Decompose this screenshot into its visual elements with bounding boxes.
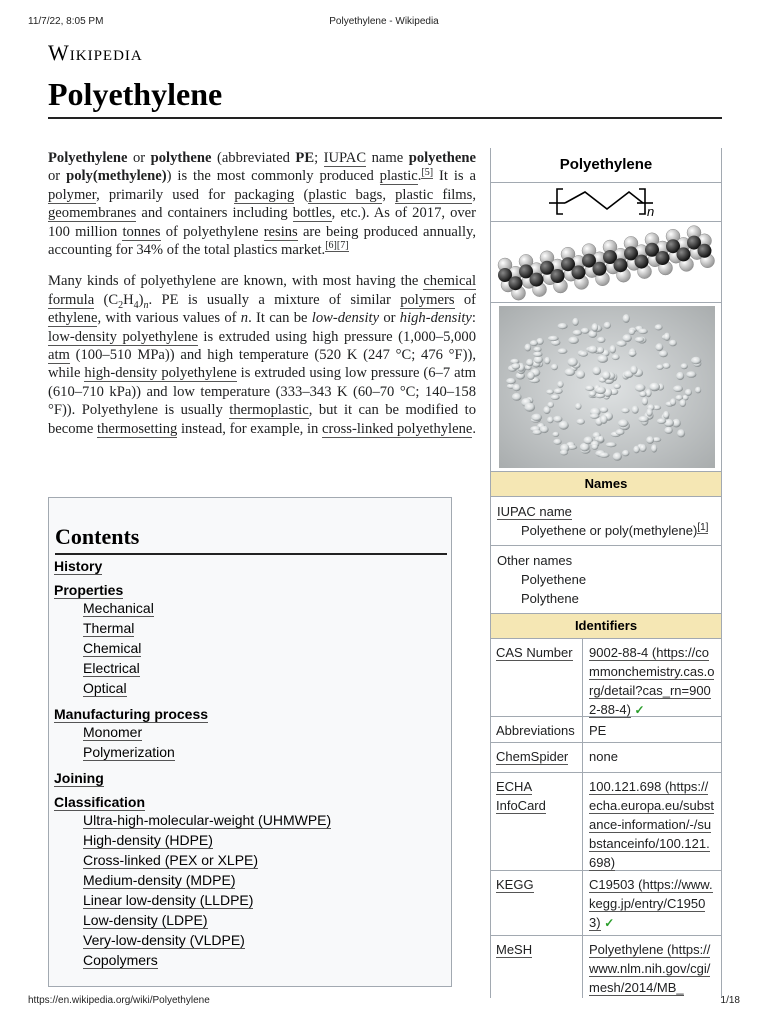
toc-item[interactable] bbox=[83, 892, 253, 908]
toc-item-label: Low-density (LDPE) bbox=[83, 912, 208, 928]
toc-item-label: High-density (HDPE) bbox=[83, 832, 213, 848]
bold-term: polythene bbox=[150, 150, 212, 166]
text: . bbox=[472, 420, 476, 437]
text: or bbox=[48, 168, 67, 185]
text: and containers including bbox=[136, 205, 293, 222]
text: name bbox=[366, 150, 409, 166]
echa-value-link[interactable]: 100.121.698 (https://echa.europa.eu/substance-information/-/substanceinfo/100.121.698) bbox=[589, 779, 715, 870]
toc-item[interactable] bbox=[54, 770, 104, 786]
citation-7[interactable]: [7] bbox=[336, 240, 349, 252]
page-title: Polyethylene bbox=[48, 76, 722, 119]
toc-item-label: Copolymers bbox=[83, 952, 158, 968]
link-ethylene[interactable]: ethylene bbox=[48, 310, 98, 327]
text: of polyethylene bbox=[160, 223, 264, 240]
toc-item-label: Medium-density (MDPE) bbox=[83, 872, 236, 888]
toc-item[interactable] bbox=[54, 706, 208, 722]
repeat-unit-formula-icon bbox=[491, 183, 721, 221]
identifiers-header: Identifiers bbox=[491, 614, 721, 639]
link-resins[interactable]: resins bbox=[263, 223, 298, 240]
link-bottles[interactable]: bottles bbox=[292, 205, 332, 222]
toc-item[interactable] bbox=[83, 660, 140, 676]
cas-number-link[interactable]: CAS Number bbox=[496, 645, 573, 660]
citation-5[interactable]: [5] bbox=[421, 166, 434, 178]
citation-6[interactable]: [6] bbox=[325, 240, 337, 252]
toc-item-label: Electrical bbox=[83, 660, 140, 676]
toc-item-label: Manufacturing process bbox=[54, 706, 209, 722]
text: instead, for example, in bbox=[177, 420, 322, 437]
chemspider-row bbox=[491, 743, 721, 773]
polyethylene-pellets-photo-icon bbox=[491, 303, 721, 471]
polymer-chain-model-icon bbox=[491, 222, 721, 302]
check-icon: ✓ bbox=[634, 703, 645, 717]
mesh-row bbox=[491, 936, 721, 998]
iupac-name-block bbox=[491, 497, 721, 546]
text: , bbox=[472, 186, 476, 203]
wikipedia-logo[interactable] bbox=[48, 40, 143, 66]
italic-text: high-density bbox=[399, 310, 472, 327]
text: or bbox=[127, 150, 151, 166]
echa-infocard-link[interactable]: ECHA InfoCard bbox=[496, 779, 546, 813]
text: ; bbox=[314, 150, 324, 166]
other-names-label: Other names bbox=[497, 553, 573, 568]
toc-item-label: Polymerization bbox=[83, 744, 175, 760]
italic-text: low-density bbox=[311, 310, 380, 327]
cas-value-link[interactable]: 9002-88-4 (https://commonchemistry.cas.org/detail?cas_rn=9002-88-4) bbox=[589, 645, 715, 717]
infobox bbox=[490, 148, 722, 998]
mesh-link[interactable]: MeSH bbox=[496, 942, 533, 957]
toc-item[interactable] bbox=[83, 812, 331, 828]
toc-item[interactable] bbox=[83, 600, 154, 616]
toc-item[interactable] bbox=[83, 952, 158, 968]
link-plastic-bags[interactable]: plastic bags bbox=[308, 186, 383, 203]
infobox-title: Polyethylene bbox=[559, 156, 653, 173]
text: , etc.). As of 2017, over 100 million bbox=[48, 205, 476, 240]
print-url: https://en.wikipedia.org/wiki/Polyethylene bbox=[28, 995, 210, 1006]
link-packaging[interactable]: packaging bbox=[234, 186, 295, 203]
toc-item-label: Classification bbox=[54, 794, 146, 810]
toc-item-label: Properties bbox=[54, 582, 124, 598]
cas-row bbox=[491, 639, 721, 717]
bold-term: polyethene bbox=[408, 150, 476, 166]
text: . PE is usually a mixture of similar bbox=[148, 291, 401, 308]
toc-item[interactable] bbox=[83, 912, 208, 928]
link-thermosetting[interactable]: thermosetting bbox=[97, 420, 178, 437]
names-header: Names bbox=[491, 471, 721, 497]
toc-item-label: History bbox=[54, 558, 103, 574]
link-atm[interactable]: atm bbox=[48, 347, 70, 364]
print-title: Polyethylene - Wikipedia bbox=[329, 16, 439, 27]
toc-title: Contents bbox=[55, 524, 447, 555]
toc-item[interactable] bbox=[83, 852, 258, 868]
toc-item-label: Cross-linked (PEX or XLPE) bbox=[83, 852, 259, 868]
subscript: 4 bbox=[133, 299, 139, 311]
toc-item-label: Optical bbox=[83, 680, 127, 696]
other-name: Polyethene bbox=[521, 572, 587, 587]
iupac-name-value: Polyethene or poly(methylene) bbox=[521, 523, 698, 538]
print-footer bbox=[28, 995, 740, 1009]
chemspider-link[interactable]: ChemSpider bbox=[496, 749, 569, 764]
text: , but it can be modified to become bbox=[48, 402, 476, 437]
subscript: 2 bbox=[118, 299, 124, 311]
text: . bbox=[417, 168, 422, 185]
bold-term: Polyethylene bbox=[48, 150, 128, 166]
text: is extruded using low pressure (6–7 atm (610–710 kPa)) and low temperature (333–343 K (60–70 °C; 140–158 °F)). Polyethylene is usually bbox=[48, 365, 476, 419]
print-page-number: 1/18 bbox=[720, 995, 740, 1006]
text: . It can be bbox=[248, 310, 312, 327]
mesh-value-link[interactable]: Polyethylene (https://www.nlm.nih.gov/cgi/mesh/2014/MB_ bbox=[589, 942, 711, 995]
text: or bbox=[379, 310, 400, 327]
link-polymer[interactable]: polymer bbox=[48, 186, 97, 203]
abbreviations-label: Abbreviations bbox=[491, 717, 583, 742]
toc-item-label: Joining bbox=[54, 770, 104, 786]
toc-item[interactable] bbox=[83, 724, 142, 740]
text: , primarily used for bbox=[96, 186, 235, 203]
bold-term: poly(methylene) bbox=[66, 168, 167, 185]
toc-item-label: Ultra-high-molecular-weight (UHMWPE) bbox=[83, 812, 332, 828]
subscript: n bbox=[143, 299, 149, 311]
toc-item[interactable] bbox=[54, 558, 102, 574]
print-date: 11/7/22, 8:05 PM bbox=[28, 16, 104, 27]
text: is extruded using high pressure (1,000–5,000 bbox=[197, 328, 476, 345]
pellets-photo[interactable] bbox=[491, 302, 721, 471]
formula-subscript: n bbox=[647, 204, 655, 219]
iupac-name-link[interactable]: IUPAC name bbox=[497, 504, 572, 519]
text: : bbox=[471, 310, 476, 327]
link-chemical-formula[interactable]: chemical formula bbox=[48, 273, 476, 308]
chemspider-value: none bbox=[589, 749, 618, 764]
print-header bbox=[28, 16, 740, 30]
citation-1[interactable]: [1] bbox=[697, 521, 709, 533]
toc-item-label: Very-low-density (VLDPE) bbox=[83, 932, 245, 948]
toc-item[interactable] bbox=[83, 640, 141, 656]
link-geomembranes[interactable]: geomembranes bbox=[48, 205, 137, 222]
text: (C bbox=[94, 291, 119, 308]
text: of bbox=[454, 291, 476, 308]
text: ) bbox=[138, 291, 144, 308]
table-of-contents bbox=[48, 497, 452, 987]
text: Many kinds of polyethylene are known, with most having the bbox=[48, 273, 424, 290]
echa-row bbox=[491, 773, 721, 871]
link-ldpe[interactable]: low-density polyethylene bbox=[48, 328, 198, 345]
text: It is a bbox=[433, 168, 476, 185]
text: H bbox=[123, 291, 134, 308]
link-thermoplastic[interactable]: thermoplastic bbox=[229, 402, 309, 419]
toc-item-label: Linear low-density (LLDPE) bbox=[83, 892, 254, 908]
space-filling-model-image[interactable] bbox=[491, 221, 721, 302]
other-names-block bbox=[491, 546, 721, 614]
text: ) is the most commonly produced bbox=[166, 168, 380, 185]
toc-item[interactable] bbox=[83, 680, 127, 696]
link-plastic-films[interactable]: plastic films bbox=[395, 186, 473, 203]
text: ( bbox=[294, 186, 309, 203]
toc-item-label: Chemical bbox=[83, 640, 142, 656]
link-plastic[interactable]: plastic bbox=[379, 168, 418, 185]
toc-item-label: Monomer bbox=[83, 724, 143, 740]
bold-term: PE bbox=[295, 150, 315, 166]
text: , bbox=[382, 186, 396, 203]
link-polymers[interactable]: polymers bbox=[400, 291, 455, 308]
lead-paragraph-2 bbox=[48, 272, 476, 438]
abbreviations-value: PE bbox=[589, 723, 607, 738]
toc-item[interactable] bbox=[83, 932, 245, 948]
other-name: Polythene bbox=[521, 591, 579, 606]
italic-text: n bbox=[240, 310, 249, 327]
toc-item[interactable] bbox=[54, 794, 145, 810]
toc-item-label: Mechanical bbox=[83, 600, 154, 616]
structural-formula-image[interactable] bbox=[491, 182, 721, 221]
check-icon: ✓ bbox=[604, 916, 615, 930]
wikipedia-logo-text: Wikipedia bbox=[48, 40, 143, 65]
toc-item[interactable] bbox=[83, 744, 175, 760]
toc-item[interactable] bbox=[54, 582, 123, 598]
toc-item[interactable] bbox=[83, 832, 213, 848]
abbreviations-row bbox=[491, 717, 721, 743]
text: , with various values of bbox=[97, 310, 241, 327]
text: (abbreviated bbox=[211, 150, 296, 166]
article-lead bbox=[48, 149, 476, 438]
text: are being produced annually, accounting for 34% of the total plastics market. bbox=[48, 223, 477, 259]
kegg-row bbox=[491, 871, 721, 936]
link-tonnes[interactable]: tonnes bbox=[122, 223, 161, 240]
link-cross-linked-polyethylene[interactable]: cross-linked polyethylene bbox=[321, 420, 473, 437]
lead-paragraph-1 bbox=[48, 149, 476, 259]
link-hdpe[interactable]: high-density polyethylene bbox=[84, 365, 237, 382]
toc-item-label: Thermal bbox=[83, 620, 135, 636]
text: (100–510 MPa)) and high temperature (520 K (247 °C; 476 °F)), while bbox=[48, 347, 476, 382]
kegg-value-link[interactable]: C19503 (https://www.kegg.jp/entry/C19503) bbox=[589, 877, 713, 930]
kegg-link[interactable]: KEGG bbox=[496, 877, 534, 892]
toc-item[interactable] bbox=[83, 872, 235, 888]
toc-item[interactable] bbox=[83, 620, 134, 636]
link-iupac[interactable]: IUPAC bbox=[323, 150, 367, 166]
